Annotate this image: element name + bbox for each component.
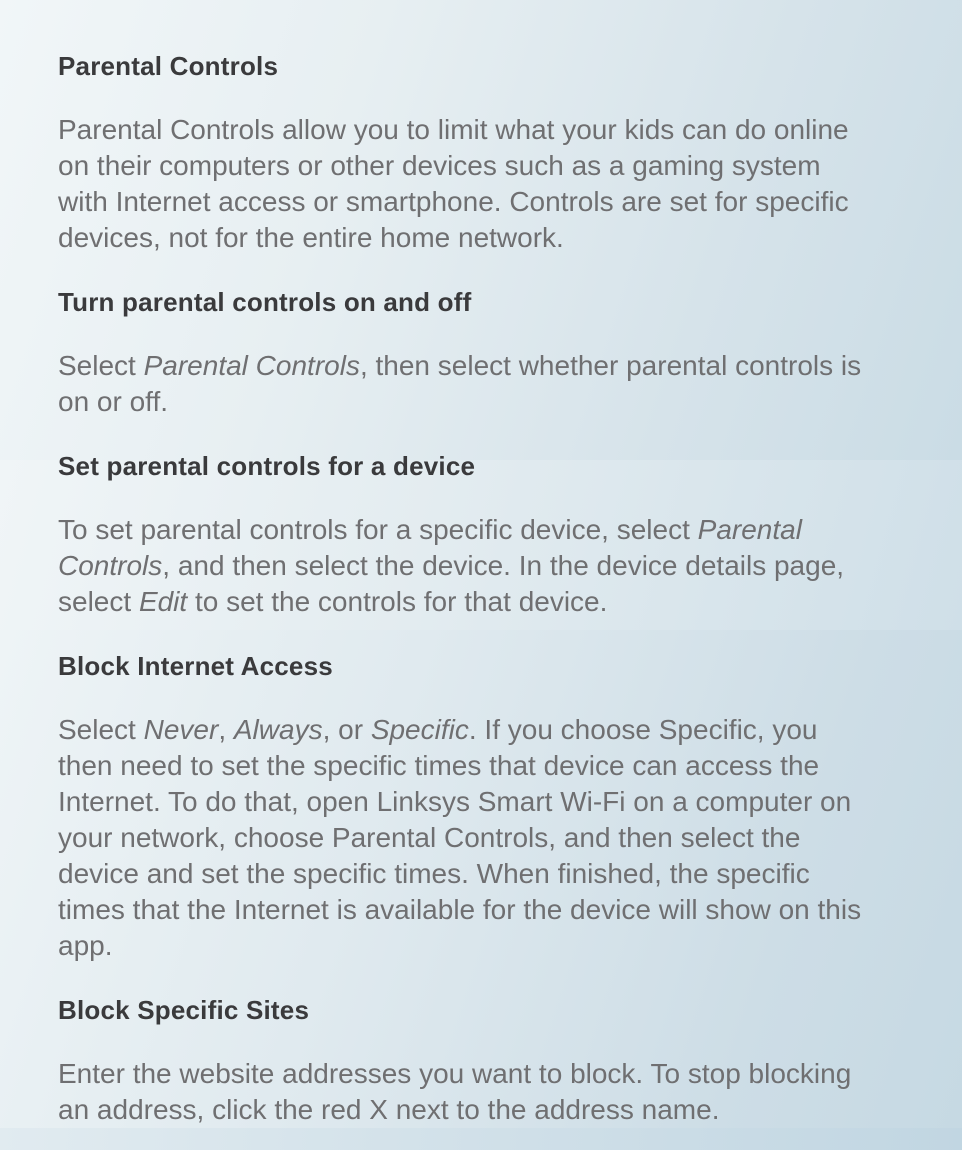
- text-run: Enter the website addresses you want to block. To stop blocking: [58, 1058, 852, 1089]
- text-run: , or: [322, 714, 371, 745]
- text-run: Parental Controls allow you to limit what your kids can do online: [58, 114, 849, 145]
- section-heading: Set parental controls for a device: [58, 451, 476, 481]
- italic-text-run: Never: [143, 714, 219, 745]
- help-paragraph: [58, 712, 910, 964]
- text-run: , then select whether parental controls is: [359, 350, 862, 381]
- text-run: to set the controls for that device.: [187, 586, 608, 617]
- italic-text-run: Controls: [58, 550, 163, 581]
- text-run: devices, not for the entire home network.: [58, 222, 564, 253]
- text-run: an address, click the red X next to the address name.: [58, 1094, 720, 1125]
- help-section: [58, 48, 910, 256]
- text-run: then need to set the specific times that device can access the: [58, 750, 820, 781]
- help-paragraph: [58, 512, 910, 620]
- text-run: device and set the specific times. When finished, the specific: [58, 858, 810, 889]
- help-paragraph: [58, 348, 910, 420]
- text-run: To set parental controls for a specific device, select: [58, 514, 698, 545]
- text-run: ,: [218, 714, 234, 745]
- text-run: Select: [58, 714, 144, 745]
- text-run: app.: [58, 930, 113, 961]
- help-section: [58, 448, 910, 620]
- text-run: . If you choose Specific, you: [468, 714, 818, 745]
- section-heading: Turn parental controls on and off: [58, 287, 472, 317]
- help-section: [58, 284, 910, 420]
- text-run: select: [58, 586, 139, 617]
- text-run: Select: [58, 350, 144, 381]
- text-run: on their computers or other devices such as a gaming system: [58, 150, 821, 181]
- italic-text-run: Parental Controls: [143, 350, 360, 381]
- italic-text-run: Always: [233, 714, 323, 745]
- section-heading: Block Internet Access: [58, 651, 333, 681]
- help-paragraph: [58, 1056, 910, 1128]
- section-heading: Block Specific Sites: [58, 995, 310, 1025]
- italic-text-run: Edit: [138, 586, 188, 617]
- text-run: your network, choose Parental Controls, and then select the: [58, 822, 801, 853]
- help-paragraph: [58, 112, 910, 256]
- text-run: , and then select the device. In the device details page,: [162, 550, 845, 581]
- italic-text-run: Parental: [697, 514, 802, 545]
- text-run: Internet. To do that, open Linksys Smart Wi-Fi on a computer on: [58, 786, 852, 817]
- help-section: [58, 648, 910, 964]
- text-run: times that the Internet is available for the device will show on this: [58, 894, 862, 925]
- section-heading: Parental Controls: [58, 51, 279, 81]
- text-run: with Internet access or smartphone. Controls are set for specific: [58, 186, 849, 217]
- help-section: [58, 992, 910, 1128]
- italic-text-run: Specific: [370, 714, 469, 745]
- text-run: on or off.: [58, 386, 169, 417]
